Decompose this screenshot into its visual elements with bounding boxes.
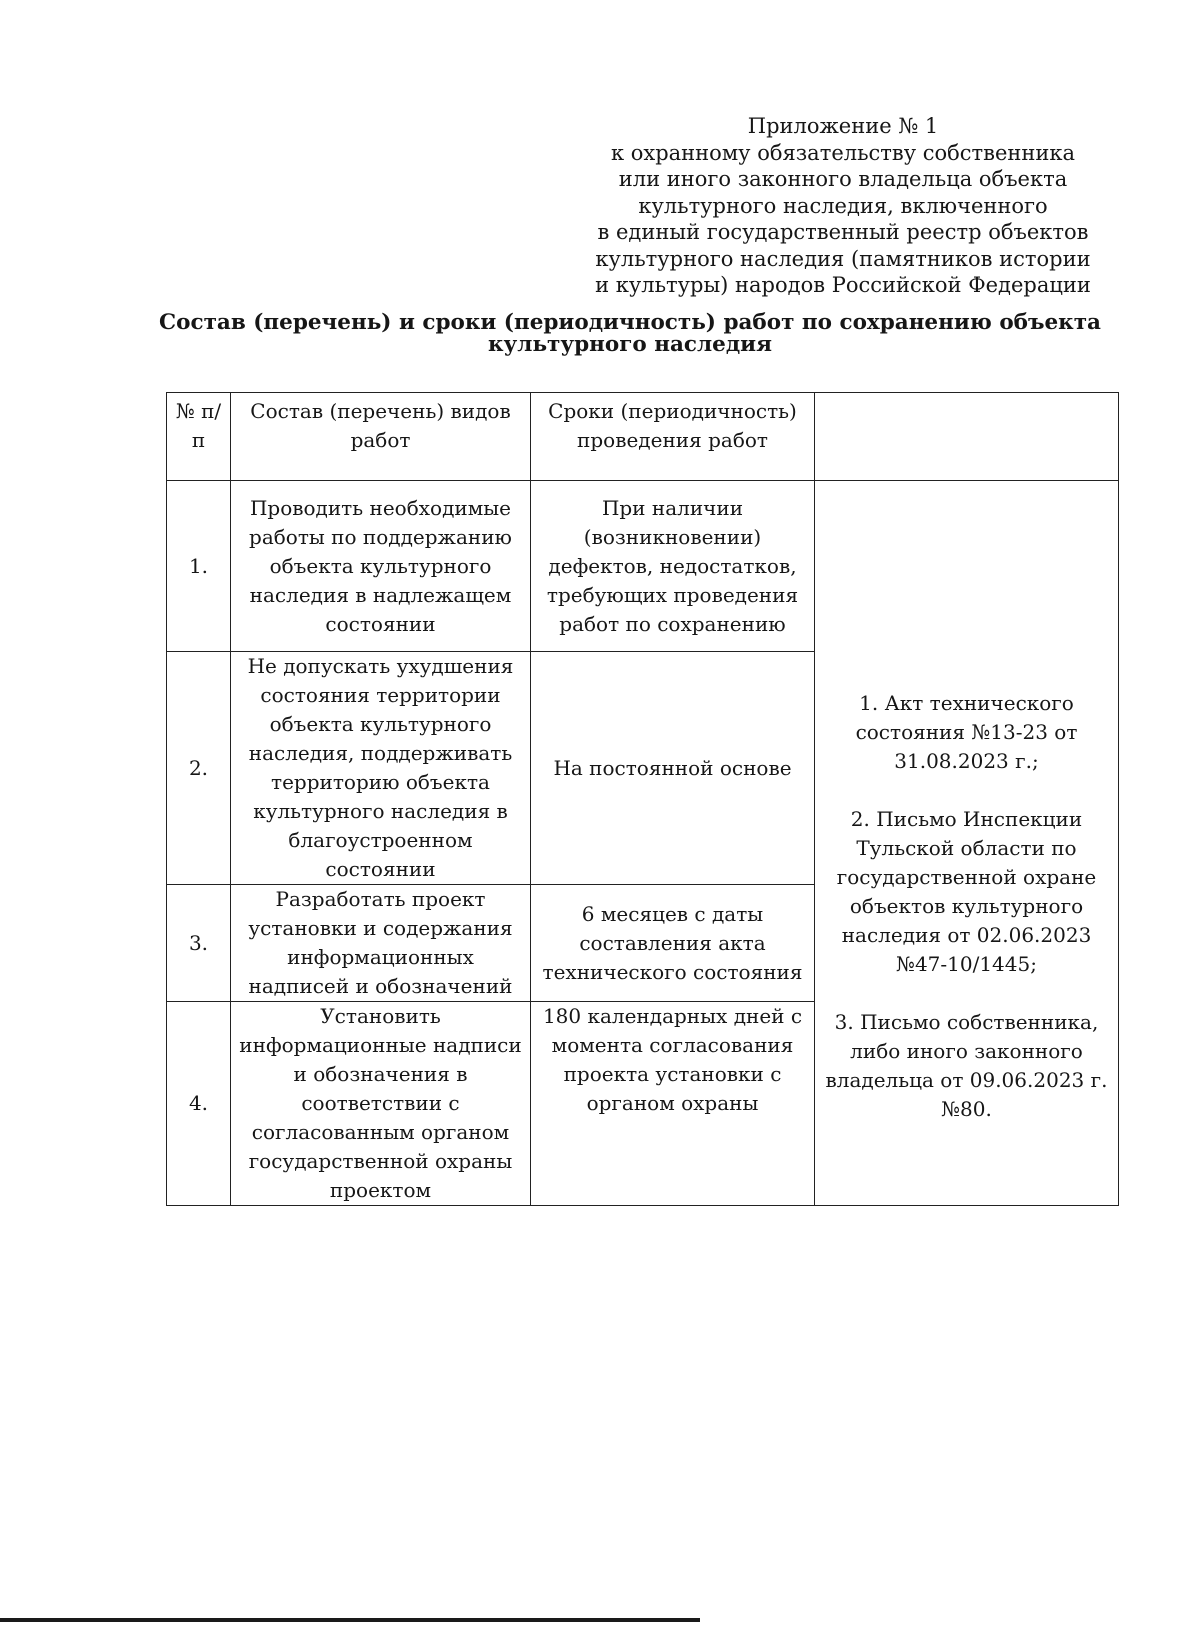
row-num: 2. bbox=[167, 652, 231, 885]
document-item: 3. Письмо собственника, либо иного законного владельца от 09.06.2023 г. №80. bbox=[825, 1010, 1108, 1121]
document-item: 2. Письмо Инспекции Тульской области по государственной охране объектов культурного наследия от 02.06.2023 №47-10/1445; bbox=[836, 807, 1097, 976]
paragraph-gap bbox=[819, 979, 1114, 1008]
row-num: 1. bbox=[167, 481, 231, 652]
page-edge-rule bbox=[0, 1618, 700, 1622]
row-works: Проводить необходимые работы по поддержанию объекта культурного наследия в надлежащем состоянии bbox=[231, 481, 531, 652]
document-item: 1. Акт технического состояния №13-23 от 31.08.2023 г.; bbox=[855, 691, 1078, 773]
row-num: 3. bbox=[167, 885, 231, 1002]
header-num: № п/п bbox=[167, 393, 231, 481]
row-terms: 180 календарных дней с момента согласования проекта установки с органом охраны bbox=[531, 1002, 815, 1206]
row-works: Установить информационные надписи и обозначения в соответствии с согласованным органом государственной охраны проектом bbox=[231, 1002, 531, 1206]
appendix-line: культурного наследия (памятников истории bbox=[595, 246, 1091, 271]
row-terms: 6 месяцев с даты составления акта технического состояния bbox=[531, 885, 815, 1002]
appendix-heading bbox=[578, 113, 1108, 299]
row-terms: На постоянной основе bbox=[531, 652, 815, 885]
appendix-line: культурного наследия, включенного bbox=[638, 193, 1048, 218]
header-terms: Сроки (периодичность) проведения работ bbox=[531, 393, 815, 481]
row-works: Разработать проект установки и содержания информационных надписей и обозначений bbox=[231, 885, 531, 1002]
title-line: Состав (перечень) и сроки (периодичность) работ по сохранению объекта bbox=[159, 310, 1101, 335]
table-row bbox=[167, 481, 1119, 652]
appendix-line: и культуры) народов Российской Федерации bbox=[595, 273, 1091, 297]
row-terms: При наличии (возникновении) дефектов, недостатков, требующих проведения работ по сохранению bbox=[531, 481, 815, 652]
title-line: культурного наследия bbox=[488, 332, 772, 357]
document-title bbox=[150, 312, 1110, 356]
header-works: Состав (перечень) видов работ bbox=[231, 393, 531, 481]
header-docs bbox=[815, 393, 1119, 481]
documents-cell bbox=[815, 481, 1119, 1206]
appendix-line: к охранному обязательству собственника bbox=[610, 140, 1076, 165]
appendix-line: или иного законного владельца объекта bbox=[618, 167, 1068, 191]
table-header-row bbox=[167, 393, 1119, 481]
appendix-line: в единый государственный реестр объектов bbox=[597, 220, 1089, 244]
row-num: 4. bbox=[167, 1002, 231, 1206]
appendix-line: Приложение № 1 bbox=[747, 114, 939, 138]
works-table bbox=[166, 392, 1119, 1206]
paragraph-gap bbox=[819, 776, 1114, 805]
row-works: Не допускать ухудшения состояния территории объекта культурного наследия, поддерживать территорию объекта культурного наследия в благоустроенном состоянии bbox=[231, 652, 531, 885]
